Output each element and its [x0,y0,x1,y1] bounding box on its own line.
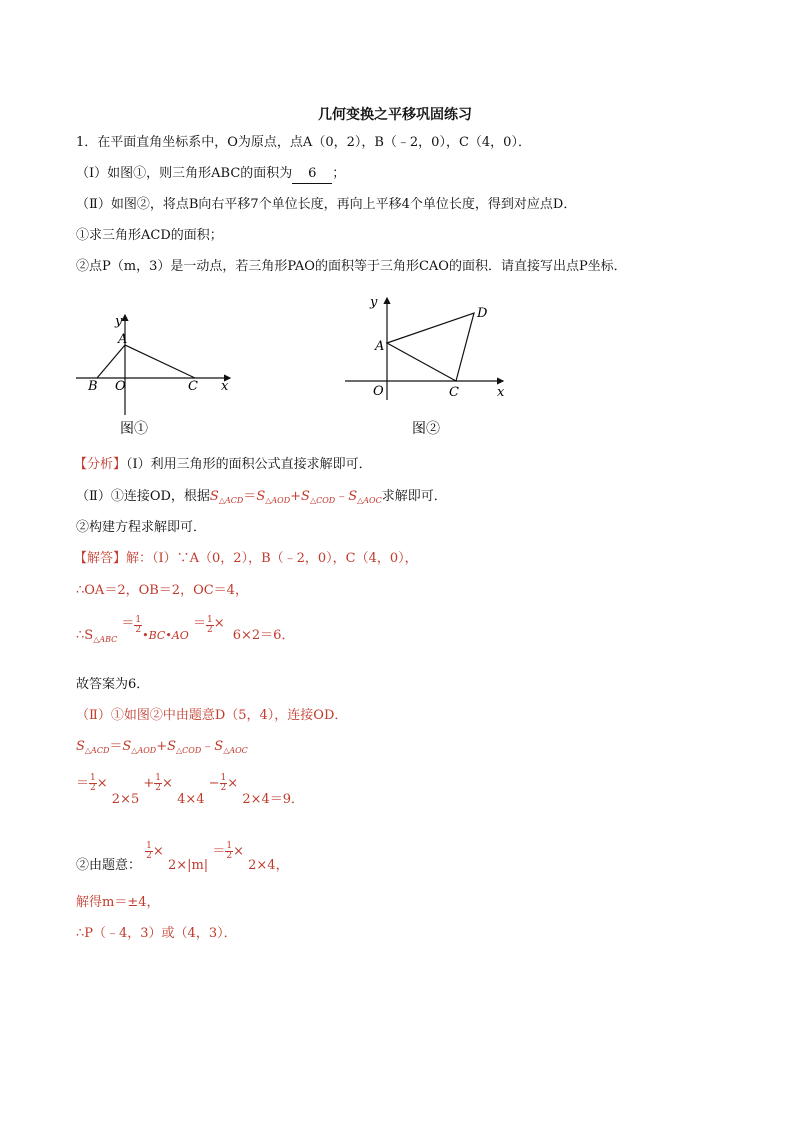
sym-s: S [209,489,219,504]
frac-den: 2 [146,851,152,861]
fraction-half [134,616,142,635]
area-eq2: ＝ [192,616,206,631]
fig2-label-A: A [375,339,385,354]
times: × [233,844,244,859]
calc-plus: + [143,776,155,791]
answer-tag: 【解答】 [74,551,127,566]
sym-s: S [122,739,132,754]
equation-line [76,841,289,875]
frac-num: 1 [90,773,96,783]
sub-acd: △ACD [84,746,110,755]
plus: + [156,739,168,754]
sym-s: S [76,739,85,754]
problem-q1: ①求三角形ACD的面积； [76,228,223,243]
fig2-label-D: D [477,306,488,321]
frac-den: 2 [155,783,162,793]
fig1-triangle [97,345,195,378]
solve-line: 解得m＝±4， [76,895,160,910]
lengths-line: ∴OA＝2，OB＝2，OC＝4， [76,583,248,598]
frac-den: 2 [220,783,227,793]
eq-expression [145,841,289,873]
fig2-label-y: y [370,295,378,310]
frac-den: 2 [206,625,213,635]
frac-num: 1 [220,773,227,783]
decomp-line [76,738,248,760]
frac-num: 1 [206,615,213,625]
analysis-line-1 [74,456,372,474]
problem-q2: ②点P（m，3）是一动点，若三角形PAO的面积等于三角形CAO的面积．请直接写出点P坐标． [76,259,627,274]
frac-den: 2 [135,625,142,635]
page-title: 几何变换之平移巩固练习 [318,107,472,123]
eq-right: 2×4， [248,858,289,873]
eq-left: 2×|m| [167,858,209,873]
sub-aod: △AOD [265,496,291,505]
analysis-tag: 【分析】 [74,457,127,472]
plus: + [290,489,302,504]
eq: ＝ [243,489,257,504]
sub-acd: △ACD [218,496,244,505]
fig1-label-O: O [115,379,126,394]
times: × [162,776,173,791]
answer-line-1 [74,550,418,568]
area-eq: ＝ [121,616,135,631]
times: × [152,844,164,859]
part1-suffix: ； [332,166,346,181]
fraction-half [89,774,97,793]
fraction-half [154,774,162,793]
eq-prefix: ②由题意： [76,858,142,873]
fig1-label-B: B [88,379,98,394]
part1-prefix: （Ⅰ）如图①，则三角形ABC的面积为 [76,166,293,181]
times: × [213,616,225,631]
sub-cod: △COD [176,746,202,755]
area-mid: •BC•AO [142,629,189,642]
frac-num: 1 [146,841,152,851]
sub-cod: △COD [309,496,336,505]
times: × [96,776,108,791]
eq: ＝ [109,739,123,754]
fig1-label-A: A [118,332,128,347]
answer-intro: 解：（Ⅰ）∵A（0，2），B（﹣2，0），C（4，0）， [126,551,418,566]
minus: ﹣ [201,739,215,754]
frac-den: 2 [90,783,96,793]
analysis-line-2 [76,488,447,510]
sym-s: S [348,489,358,504]
result-line: ∴P（﹣4，3）或（4，3）． [76,926,237,941]
fig1-label-y: y [115,314,123,329]
sym-s: S [167,739,177,754]
analysis2-formula [210,489,382,504]
problem-intro: 1．在平面直角坐标系中，O为原点，点A（0，2），B（﹣2，0），C（4，0）． [76,135,531,150]
minus: ﹣ [335,489,349,504]
analysis2-suffix: 求解即可． [381,489,447,504]
fig2-caption: 图② [412,421,440,437]
problem-part1 [76,165,345,184]
calc-eq: ＝ [76,776,90,791]
sym-s: S [214,739,224,754]
fig1-caption: 图① [120,421,148,437]
times: × [227,776,239,791]
fraction-half [145,842,153,861]
fraction-half [225,842,233,861]
calc-term-1: 2×5 [111,792,140,807]
figure-2 [340,290,520,440]
sub-aoc: △AOC [357,496,382,505]
answer-is-line: 故答案为6． [76,677,150,692]
sub-aod: △AOD [131,746,157,755]
analysis-text: （Ⅰ）利用三角形的面积公式直接求解即可． [126,457,372,472]
calc-term-3: 2×4＝9． [242,792,305,807]
frac-num: 1 [135,615,142,625]
area-tail: 6×2＝6． [232,628,295,643]
part2-intro-line: （Ⅱ）①如图②中由题意D（5，4），连接OD． [76,708,348,723]
fig2-label-O: O [373,384,384,399]
calc-minus: − [208,776,220,791]
fig2-triangle [387,313,474,381]
analysis2-prefix: （Ⅱ）①连接OD，根据 [76,489,210,504]
fig1-label-x: x [221,379,229,394]
sub-aoc: △AOC [223,746,248,755]
fraction-half [206,616,214,635]
sym-s: S [301,489,310,504]
calc-term-2: 4×4 [177,792,205,807]
calc-line [76,773,305,807]
area-prefix: ∴S [76,628,94,643]
frac-den: 2 [226,851,233,861]
area-line [76,615,295,649]
answer-blank: 6 [292,165,332,184]
frac-num: 1 [226,841,233,851]
problem-part2: （Ⅱ）如图②，将点B向右平移7个单位长度，再向上平移4个单位长度，得到对应点D． [76,197,577,212]
area-sub: △ABC [93,635,118,644]
frac-num: 1 [155,773,162,783]
analysis-line-3: ②构建方程求解即可． [76,520,207,535]
fig2-label-C: C [449,385,459,400]
fig2-label-x: x [497,385,505,400]
eq-sign: ＝ [212,844,226,859]
sym-s: S [256,489,266,504]
fig1-label-C: C [188,379,198,394]
figure-1 [70,305,245,440]
